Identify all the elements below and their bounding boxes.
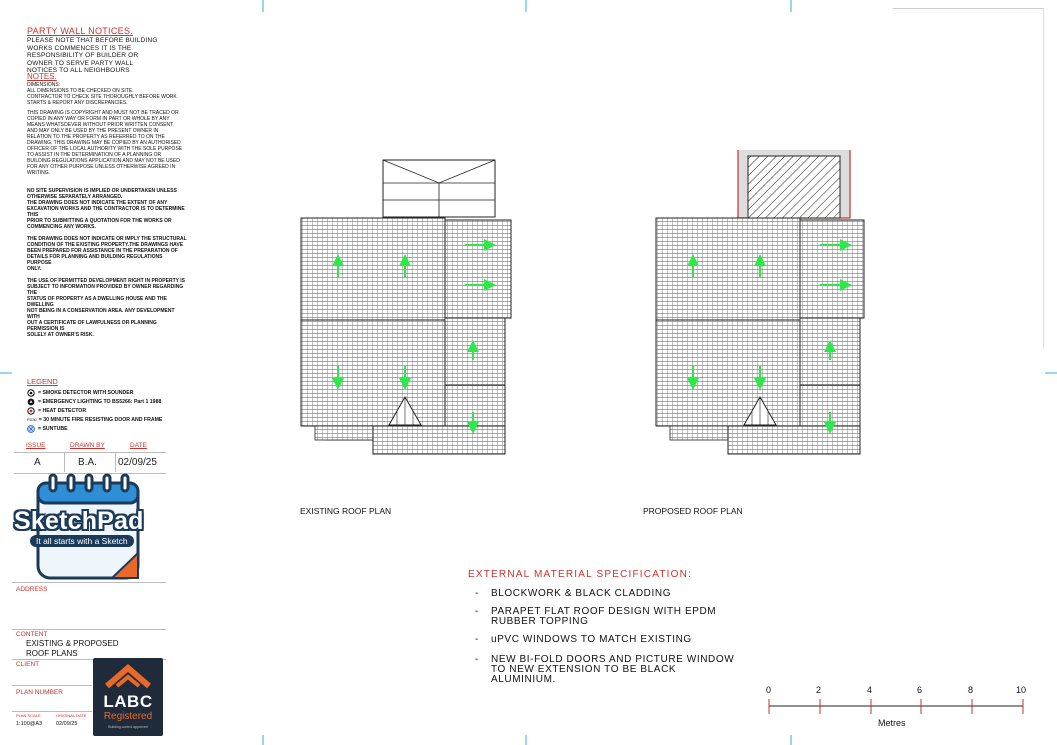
notes-line: STARTS & REPORT ANY DISCREPANCIES. bbox=[27, 100, 128, 106]
legend-item-label: = SUNTUBE bbox=[38, 425, 68, 432]
notes-line: RELATION TO THE PROPERTY AS REFERRED TO ON THE bbox=[27, 134, 165, 140]
notes-line: STATUS OF PROPERTY AS A DWELLING HOUSE AND THE DWELLING bbox=[27, 296, 167, 308]
legend-item-label: = HEAT DETECTOR bbox=[38, 407, 87, 414]
party-wall-line: NOTICES TO ALL NEIGHBOURS bbox=[27, 67, 130, 75]
proposed-rear-strip bbox=[728, 426, 860, 454]
notes-line: DETAILS FOR PLANNING AND BUILDING REGULATIONS PURPOSE bbox=[27, 254, 163, 266]
notes-line: DIMENSIONS: bbox=[27, 82, 61, 88]
proposed-extension-flat-roof bbox=[738, 150, 850, 218]
notes-line: OFFICER OF THE LOCAL AUTHORITY WITH THE SOLE PURPOSE bbox=[27, 146, 183, 152]
divider bbox=[12, 685, 92, 686]
labc-name: LABC bbox=[103, 692, 153, 711]
notes-line: THE DRAWING DOES NOT INDICATE OR IMPLY THE STRUCTURAL bbox=[27, 236, 187, 242]
frame-mark-bottom-2 bbox=[525, 735, 527, 745]
frame-mark-bottom-1 bbox=[262, 735, 264, 745]
frame-corner-right bbox=[1043, 8, 1045, 348]
scale-tick-label-8: 8 bbox=[968, 685, 974, 695]
scale-tick-label-4: 4 bbox=[867, 685, 873, 695]
spec-item-text: BLOCKWORK & BLACK CLADDING bbox=[491, 588, 672, 599]
notes-paragraph-3 bbox=[27, 188, 187, 230]
party-wall-body bbox=[27, 37, 207, 75]
address-label: ADDRESS bbox=[16, 586, 48, 593]
date-label: DATE bbox=[130, 442, 147, 449]
notes-line: COMMENCING ANY WORKS. bbox=[27, 224, 96, 230]
client-label: CLIENT bbox=[16, 661, 40, 668]
original-date-label: ORIGINAL DATE bbox=[56, 713, 87, 718]
spec-dash: - bbox=[475, 654, 479, 665]
issue-label: ISSUE bbox=[26, 442, 46, 449]
frame-mark-top-1 bbox=[262, 0, 264, 12]
notes-paragraph-1 bbox=[27, 82, 187, 106]
legend-item-label: = 30 MINUTE FIRE RESISTING DOOR AND FRAME bbox=[38, 416, 163, 423]
existing-rear-projection bbox=[383, 160, 495, 217]
scale-tick-label-2: 2 bbox=[816, 685, 822, 695]
notes-paragraph-2 bbox=[27, 110, 187, 176]
sketchpad-logo bbox=[12, 473, 168, 585]
spec-item-text: NEW BI-FOLD DOORS AND PICTURE WINDOW TO NEW EXTENSION TO BE BLACK ALUMINIUM. bbox=[491, 654, 735, 685]
sketchpad-name: SketchPad bbox=[14, 507, 144, 535]
frame-mark-top-2 bbox=[525, 0, 527, 12]
legend-item-suntube bbox=[27, 424, 177, 433]
proposed-roof-plan bbox=[656, 150, 864, 454]
notes-line: TO ASSIST IN THE DETERMINATION OF A PLANNING OR bbox=[27, 152, 162, 158]
notes-line: EXCAVATION WORKS AND THE CONTRACTOR IS TO DETERMINE THIS bbox=[27, 206, 185, 218]
scale-tick-label-10: 10 bbox=[1016, 685, 1027, 695]
issue-drawn-date-block bbox=[14, 440, 166, 473]
spec-item-text: uPVC WINDOWS TO MATCH EXISTING bbox=[491, 634, 692, 645]
legend-item-emergency-light bbox=[27, 397, 177, 406]
frame-mark-right bbox=[1045, 372, 1057, 374]
frame-corner bbox=[893, 8, 1043, 10]
notes-line: THE USE OF PERMITTED DEVELOPMENT RIGHT IN PROPERTY IS bbox=[27, 278, 185, 284]
proposed-main-roof bbox=[656, 218, 800, 426]
sketchpad-tagline: It all starts with a Sketch bbox=[30, 535, 134, 547]
suntube-icon bbox=[27, 425, 35, 433]
spec-dash: - bbox=[475, 606, 479, 617]
labc-small-text: Building control approved bbox=[108, 725, 148, 729]
content-label: CONTENT bbox=[16, 631, 48, 638]
spec-dash: - bbox=[475, 588, 479, 599]
notes-line: OTHERWISE SEPARATELY ARRANGED. bbox=[27, 194, 123, 200]
notes-line: OUT A CERTIFICATE OF LAWFULNESS OR PLANNING PERMISSION IS bbox=[27, 320, 157, 332]
notes-line: ONLY. bbox=[27, 266, 42, 272]
issue-value: A bbox=[34, 457, 41, 468]
divider bbox=[12, 629, 166, 630]
frame-mark-left bbox=[0, 372, 12, 374]
notes-line: THIS DRAWING IS COPYRIGHT AND MUST NOT BE TRACED OR bbox=[27, 110, 179, 116]
date-value: 02/09/25 bbox=[118, 457, 157, 468]
plan-scale-label: PLAN SCALE bbox=[16, 713, 41, 718]
legend-item-label: = SMOKE DETECTOR WITH SOUNDER bbox=[38, 389, 134, 396]
notes-line: BUILDING REGULATIONS APPLICATION AND MAY NOT BE USED bbox=[27, 158, 180, 164]
notes-line: CONDITION OF THE EXISTING PROPERTY.THE DRAWINGS HAVE bbox=[27, 242, 184, 248]
plan-scale-value: 1:100@A3 bbox=[16, 721, 43, 727]
existing-main-roof bbox=[301, 218, 445, 426]
drawn-by-label: DRAWN BY bbox=[70, 442, 105, 449]
original-date-value: 02/09/25 bbox=[56, 721, 78, 727]
existing-side-roof-top bbox=[445, 220, 511, 318]
divider bbox=[64, 452, 65, 472]
notes-block bbox=[27, 72, 187, 338]
existing-roof-plan bbox=[301, 160, 511, 454]
scale-tick-label-0: 0 bbox=[766, 685, 772, 695]
spec-item-text: PARAPET FLAT ROOF DESIGN WITH EPDM RUBBER TOPPING bbox=[491, 606, 717, 627]
content-line-1: EXISTING & PROPOSED bbox=[26, 639, 119, 648]
party-wall-line: WORKS COMMENCES IT IS THE bbox=[27, 44, 132, 52]
roof-plans-drawing bbox=[290, 150, 910, 470]
divider bbox=[115, 452, 116, 472]
frame-mark-top-3 bbox=[790, 0, 792, 12]
existing-rear-strip bbox=[373, 426, 505, 454]
legend-item-fire-door bbox=[27, 415, 177, 424]
labc-roof-icon bbox=[93, 662, 163, 692]
notes-line: FOR ANY OTHER PURPOSE UNLESS OTHERWISE AGREED IN bbox=[27, 164, 176, 170]
legend-item-smoke bbox=[27, 388, 177, 397]
scale-tick-label-6: 6 bbox=[917, 685, 923, 695]
labc-registered: Registered bbox=[103, 711, 153, 722]
notes-line: NO SITE SUPERVISION IS IMPLIED OR UNDERTAKEN UNLESS bbox=[27, 188, 177, 194]
party-wall-title: PARTY WALL NOTICES. bbox=[27, 26, 134, 36]
notes-line: BEEN PREPARED FOR ASSISTANCE IN THE PREPARATION OF bbox=[27, 248, 178, 254]
smoke-detector-icon bbox=[27, 389, 35, 397]
party-wall-notices bbox=[27, 26, 207, 75]
legend-title: LEGEND bbox=[27, 377, 58, 386]
notes-paragraph-5 bbox=[27, 278, 187, 338]
notes-line: PRIOR TO SUBMITTING A QUOTATION FOR THE WORKS OR bbox=[27, 218, 172, 224]
fire-door-prefix: FD30 bbox=[27, 417, 37, 422]
notes-line: COPIED IN ANY WAY OR FORM IN PART OR WHOLE BY ANY bbox=[27, 116, 170, 122]
notes-line: ALL DIMENSIONS TO BE CHECKED ON SITE. bbox=[27, 88, 134, 94]
spec-dash: - bbox=[475, 634, 479, 645]
proposed-side-roof-top bbox=[800, 220, 864, 318]
notes-line: SUBJECT TO INFORMATION PROVIDED BY OWNER REGARDING THE bbox=[27, 284, 184, 296]
party-wall-line: RESPONSIBILITY OF BUILDER OR bbox=[27, 52, 139, 60]
divider bbox=[12, 711, 92, 712]
legend bbox=[27, 377, 177, 433]
notes-line: THE DRAWING DOES NOT INDICATE THE EXTENT OF ANY bbox=[27, 200, 168, 206]
frame-mark-bottom-3 bbox=[790, 735, 792, 745]
plan-number-label: PLAN NUMBER bbox=[16, 689, 63, 696]
notes-line: WRITING. bbox=[27, 170, 51, 176]
labc-logo bbox=[93, 658, 163, 736]
scale-bar bbox=[760, 683, 1035, 731]
legend-item-heat bbox=[27, 406, 177, 415]
party-wall-line: OWNER TO SERVE PARTY WALL bbox=[27, 59, 134, 67]
notes-line: NOT BEING IN A CONSERVATION AREA. ANY DEVELOPMENT WITH bbox=[27, 308, 175, 320]
scale-unit: Metres bbox=[878, 718, 906, 728]
legend-item-label: = EMERGENCY LIGHTING TO BS5266: Part 1 1988 bbox=[38, 398, 162, 405]
notes-line: DRAWING. THIS DRAWING MAY BE COPIED BY AN AUTHORISED bbox=[27, 140, 181, 146]
content-line-2: ROOF PLANS bbox=[26, 649, 78, 658]
notes-paragraph-4 bbox=[27, 236, 187, 272]
notes-line: SOLELY AT OWNER'S RISK. bbox=[27, 332, 94, 338]
spec-title: EXTERNAL MATERIAL SPECIFICATION: bbox=[468, 569, 692, 580]
notes-title: NOTES. bbox=[27, 72, 57, 81]
proposed-roof-plan-title: PROPOSED ROOF PLAN bbox=[643, 506, 743, 516]
emergency-light-icon bbox=[27, 398, 35, 406]
party-wall-line: PLEASE NOTE THAT BEFORE BUILDING bbox=[27, 37, 158, 44]
heat-detector-icon bbox=[27, 407, 35, 415]
notes-line: CONTRACTOR TO CHECK SITE THOROUGHLY BEFORE WORK bbox=[27, 94, 177, 100]
notes-line: MEANS WHATSOEVER WITHOUT PRIOR WRITTEN CONSENT bbox=[27, 122, 174, 128]
existing-roof-plan-title: EXISTING ROOF PLAN bbox=[300, 506, 392, 516]
drawn-by-value: B.A. bbox=[78, 457, 97, 468]
notes-line: AND MAY ONLY BE USED BY THE PRESENT OWNER IN bbox=[27, 128, 159, 134]
